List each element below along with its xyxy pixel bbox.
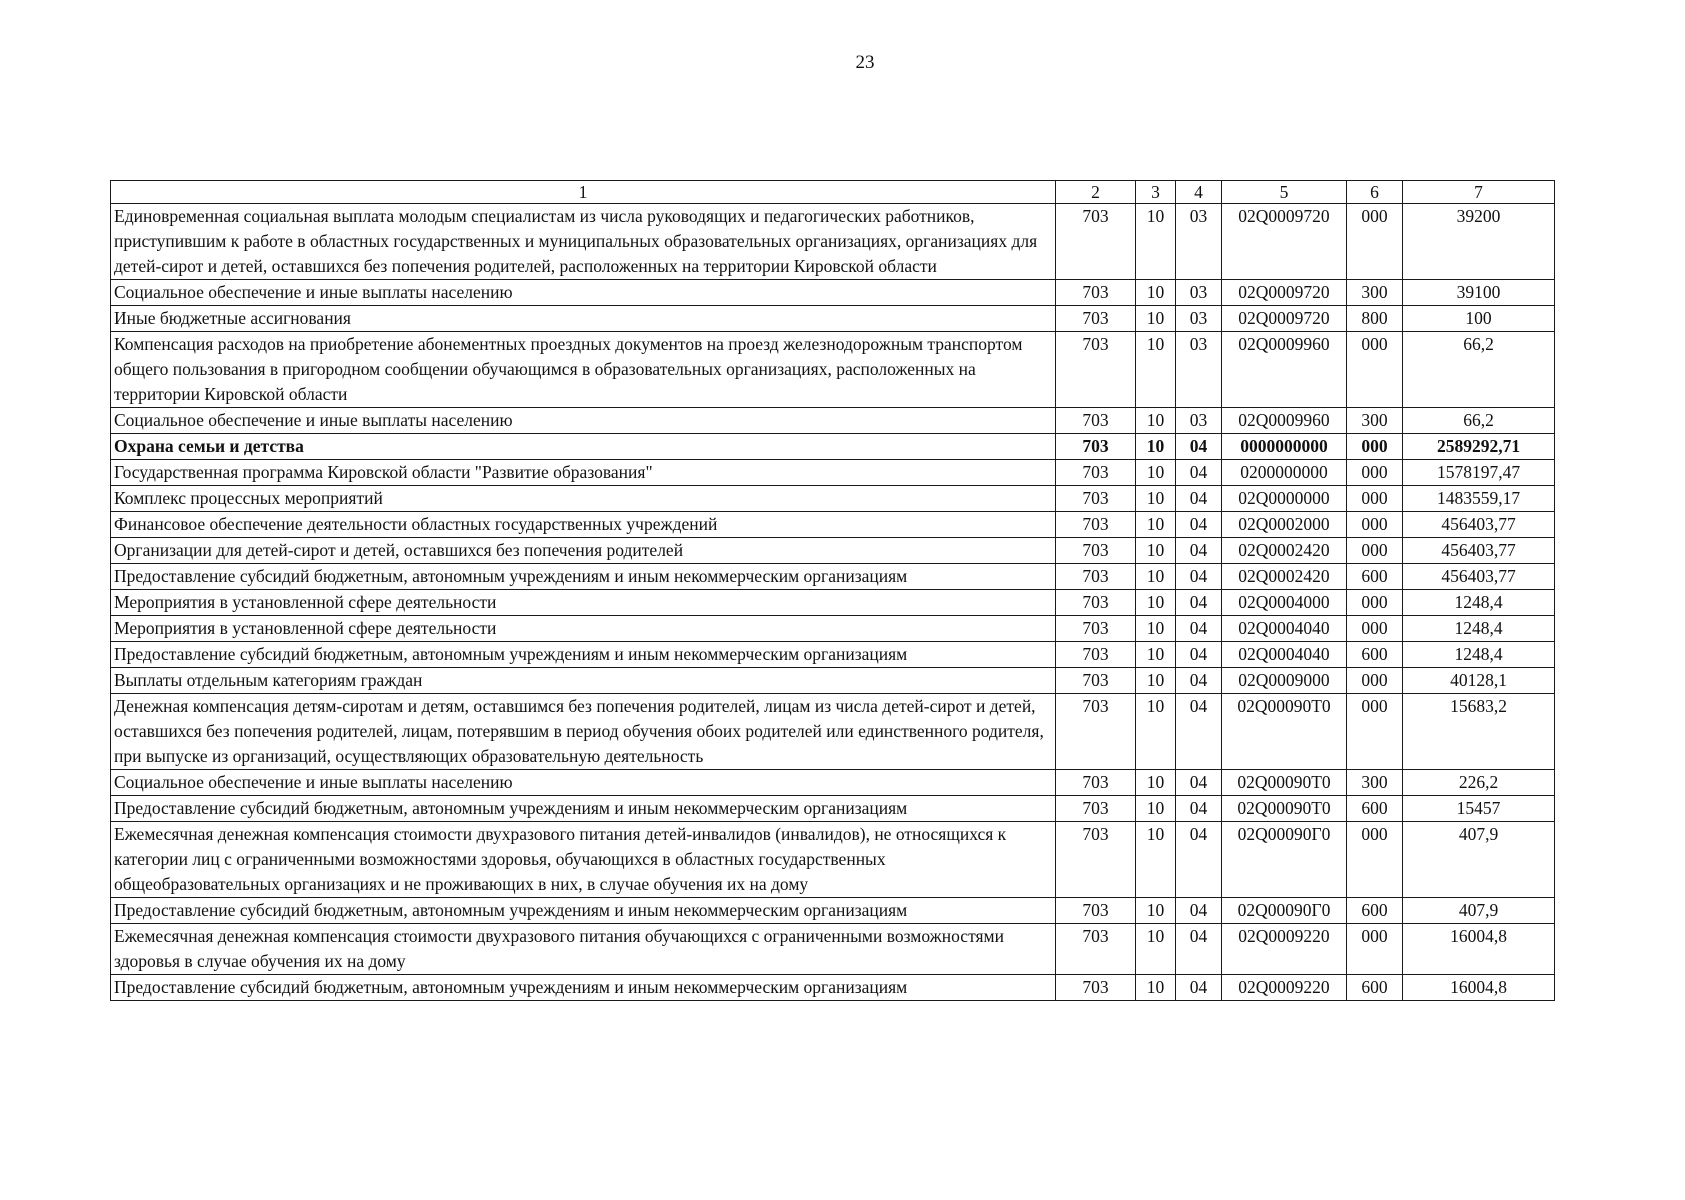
expense-type-cell: 000: [1347, 590, 1403, 616]
table-row: [111, 642, 1555, 668]
item-name-cell: Предоставление субсидий бюджетным, автономным учреждениям и иным некоммерческим организациям: [111, 564, 1056, 590]
section-cell: 10: [1136, 434, 1176, 460]
section-cell: 10: [1136, 616, 1176, 642]
ministry-code-cell: 703: [1056, 590, 1136, 616]
ministry-code-cell: 703: [1056, 538, 1136, 564]
subsection-cell: 04: [1176, 898, 1222, 924]
target-article-cell: 0000000000: [1222, 434, 1347, 460]
table-row: [111, 616, 1555, 642]
amount-cell: 407,9: [1403, 898, 1555, 924]
amount-cell: 456403,77: [1403, 564, 1555, 590]
table-row: [111, 512, 1555, 538]
budget-table: [110, 180, 1555, 1001]
subsection-cell: 04: [1176, 822, 1222, 898]
section-cell: 10: [1136, 642, 1176, 668]
table-row: [111, 486, 1555, 512]
target-article-cell: 02Q0002420: [1222, 538, 1347, 564]
section-cell: 10: [1136, 770, 1176, 796]
item-name-cell: Государственная программа Кировской области "Развитие образования": [111, 460, 1056, 486]
section-cell: 10: [1136, 332, 1176, 408]
amount-cell: 1578197,47: [1403, 460, 1555, 486]
table-row: [111, 280, 1555, 306]
subsection-cell: 04: [1176, 975, 1222, 1001]
ministry-code-cell: 703: [1056, 486, 1136, 512]
table-row: [111, 924, 1555, 975]
target-article-cell: 02Q00090Т0: [1222, 796, 1347, 822]
amount-cell: 226,2: [1403, 770, 1555, 796]
item-name-cell: Иные бюджетные ассигнования: [111, 306, 1056, 332]
amount-cell: 1248,4: [1403, 590, 1555, 616]
table-row: [111, 306, 1555, 332]
ministry-code-cell: 703: [1056, 460, 1136, 486]
ministry-code-cell: 703: [1056, 280, 1136, 306]
subsection-cell: 04: [1176, 564, 1222, 590]
amount-cell: 1483559,17: [1403, 486, 1555, 512]
target-article-cell: 02Q00090Т0: [1222, 694, 1347, 770]
amount-cell: 100: [1403, 306, 1555, 332]
section-cell: 10: [1136, 796, 1176, 822]
subsection-cell: 04: [1176, 590, 1222, 616]
ministry-code-cell: 703: [1056, 898, 1136, 924]
section-cell: 10: [1136, 924, 1176, 975]
target-article-cell: 02Q0009000: [1222, 668, 1347, 694]
subsection-cell: 04: [1176, 512, 1222, 538]
item-name-cell: Выплаты отдельным категориям граждан: [111, 668, 1056, 694]
expense-type-cell: 000: [1347, 616, 1403, 642]
column-header-7: 7: [1403, 181, 1555, 204]
table-row: [111, 822, 1555, 898]
subsection-cell: 04: [1176, 486, 1222, 512]
subsection-cell: 03: [1176, 204, 1222, 280]
section-cell: 10: [1136, 306, 1176, 332]
target-article-cell: 02Q0004040: [1222, 642, 1347, 668]
table-row: [111, 564, 1555, 590]
section-cell: 10: [1136, 694, 1176, 770]
subsection-cell: 04: [1176, 796, 1222, 822]
page-number: 23: [855, 52, 875, 73]
section-cell: 10: [1136, 898, 1176, 924]
ministry-code-cell: 703: [1056, 822, 1136, 898]
expense-type-cell: 300: [1347, 408, 1403, 434]
column-header-3: 3: [1136, 181, 1176, 204]
subsection-cell: 04: [1176, 642, 1222, 668]
subsection-cell: 03: [1176, 332, 1222, 408]
ministry-code-cell: 703: [1056, 796, 1136, 822]
amount-cell: 1248,4: [1403, 642, 1555, 668]
ministry-code-cell: 703: [1056, 924, 1136, 975]
table-row: [111, 694, 1555, 770]
expense-type-cell: 000: [1347, 822, 1403, 898]
table-row: [111, 770, 1555, 796]
subsection-cell: 04: [1176, 460, 1222, 486]
table-row: [111, 408, 1555, 434]
expense-type-cell: 600: [1347, 642, 1403, 668]
item-name-cell: Мероприятия в установленной сфере деятельности: [111, 616, 1056, 642]
item-name-cell: Предоставление субсидий бюджетным, автономным учреждениям и иным некоммерческим организациям: [111, 975, 1056, 1001]
item-name-cell: Ежемесячная денежная компенсация стоимости двухразового питания детей-инвалидов (инвалидов), не относящихся к категории лиц с ограниченными возможностями здоровья, обучающихся в областных государственных общеобразовательных организациях и не проживающих в них, в случае обучения их на дому: [111, 822, 1056, 898]
section-cell: 10: [1136, 204, 1176, 280]
column-header-1: 1: [111, 181, 1056, 204]
table-row: [111, 796, 1555, 822]
expense-type-cell: 000: [1347, 924, 1403, 975]
expense-type-cell: 600: [1347, 898, 1403, 924]
ministry-code-cell: 703: [1056, 668, 1136, 694]
amount-cell: 16004,8: [1403, 924, 1555, 975]
ministry-code-cell: 703: [1056, 204, 1136, 280]
expense-type-cell: 000: [1347, 332, 1403, 408]
subsection-cell: 04: [1176, 694, 1222, 770]
item-name-cell: Социальное обеспечение и иные выплаты населению: [111, 408, 1056, 434]
target-article-cell: 02Q0000000: [1222, 486, 1347, 512]
table-row: [111, 975, 1555, 1001]
target-article-cell: 02Q0009960: [1222, 332, 1347, 408]
target-article-cell: 02Q0009220: [1222, 975, 1347, 1001]
subsection-cell: 04: [1176, 616, 1222, 642]
item-name-cell: Денежная компенсация детям-сиротам и детям, оставшимся без попечения родителей, лицам из числа детей-сирот и детей, оставшихся без попечения родителей, лицам, потерявшим в период обучения обоих родителей или единственного родителя, при выпуске из организаций, осуществляющих образовательную деятельность: [111, 694, 1056, 770]
section-cell: 10: [1136, 280, 1176, 306]
item-name-cell: Организации для детей-сирот и детей, оставшихся без попечения родителей: [111, 538, 1056, 564]
column-header-6: 6: [1347, 181, 1403, 204]
amount-cell: 66,2: [1403, 408, 1555, 434]
amount-cell: 2589292,71: [1403, 434, 1555, 460]
ministry-code-cell: 703: [1056, 564, 1136, 590]
target-article-cell: 02Q00090Г0: [1222, 822, 1347, 898]
subsection-cell: 03: [1176, 408, 1222, 434]
item-name-cell: Финансовое обеспечение деятельности областных государственных учреждений: [111, 512, 1056, 538]
section-cell: 10: [1136, 512, 1176, 538]
amount-cell: 16004,8: [1403, 975, 1555, 1001]
target-article-cell: 02Q0002000: [1222, 512, 1347, 538]
table-row: [111, 668, 1555, 694]
section-cell: 10: [1136, 564, 1176, 590]
ministry-code-cell: 703: [1056, 975, 1136, 1001]
amount-cell: 66,2: [1403, 332, 1555, 408]
ministry-code-cell: 703: [1056, 408, 1136, 434]
subsection-cell: 04: [1176, 924, 1222, 975]
section-cell: 10: [1136, 590, 1176, 616]
column-header-2: 2: [1056, 181, 1136, 204]
section-cell: 10: [1136, 408, 1176, 434]
section-cell: 10: [1136, 460, 1176, 486]
target-article-cell: 02Q0009720: [1222, 280, 1347, 306]
ministry-code-cell: 703: [1056, 434, 1136, 460]
amount-cell: 15683,2: [1403, 694, 1555, 770]
item-name-cell: Предоставление субсидий бюджетным, автономным учреждениям и иным некоммерческим организациям: [111, 898, 1056, 924]
item-name-cell: Комплекс процессных мероприятий: [111, 486, 1056, 512]
subsection-cell: 03: [1176, 306, 1222, 332]
amount-cell: 39200: [1403, 204, 1555, 280]
item-name-cell: Социальное обеспечение и иные выплаты населению: [111, 280, 1056, 306]
expense-type-cell: 600: [1347, 975, 1403, 1001]
item-name-cell: Предоставление субсидий бюджетным, автономным учреждениям и иным некоммерческим организациям: [111, 642, 1056, 668]
ministry-code-cell: 703: [1056, 642, 1136, 668]
table-header-row: [111, 181, 1555, 204]
subsection-cell: 04: [1176, 538, 1222, 564]
expense-type-cell: 300: [1347, 770, 1403, 796]
section-cell: 10: [1136, 822, 1176, 898]
target-article-cell: 02Q0009220: [1222, 924, 1347, 975]
subsection-cell: 03: [1176, 280, 1222, 306]
item-name-cell: Социальное обеспечение и иные выплаты населению: [111, 770, 1056, 796]
subsection-cell: 04: [1176, 770, 1222, 796]
ministry-code-cell: 703: [1056, 694, 1136, 770]
ministry-code-cell: 703: [1056, 306, 1136, 332]
expense-type-cell: 000: [1347, 668, 1403, 694]
table-body: [111, 204, 1555, 1001]
target-article-cell: 02Q0009960: [1222, 408, 1347, 434]
target-article-cell: 02Q0004040: [1222, 616, 1347, 642]
target-article-cell: 02Q0009720: [1222, 204, 1347, 280]
amount-cell: 456403,77: [1403, 512, 1555, 538]
expense-type-cell: 000: [1347, 434, 1403, 460]
ministry-code-cell: 703: [1056, 512, 1136, 538]
expense-type-cell: 000: [1347, 694, 1403, 770]
expense-type-cell: 000: [1347, 538, 1403, 564]
subsection-cell: 04: [1176, 668, 1222, 694]
expense-type-cell: 300: [1347, 280, 1403, 306]
table-row: [111, 332, 1555, 408]
section-cell: 10: [1136, 538, 1176, 564]
section-cell: 10: [1136, 975, 1176, 1001]
column-header-5: 5: [1222, 181, 1347, 204]
ministry-code-cell: 703: [1056, 770, 1136, 796]
expense-type-cell: 000: [1347, 204, 1403, 280]
target-article-cell: 02Q0009720: [1222, 306, 1347, 332]
amount-cell: 15457: [1403, 796, 1555, 822]
table-row: [111, 590, 1555, 616]
expense-type-cell: 000: [1347, 486, 1403, 512]
subsection-cell: 04: [1176, 434, 1222, 460]
amount-cell: 456403,77: [1403, 538, 1555, 564]
target-article-cell: 02Q0002420: [1222, 564, 1347, 590]
table-row: [111, 204, 1555, 280]
expense-type-cell: 000: [1347, 512, 1403, 538]
item-name-cell: Мероприятия в установленной сфере деятельности: [111, 590, 1056, 616]
item-name-cell: Охрана семьи и детства: [111, 434, 1056, 460]
amount-cell: 407,9: [1403, 822, 1555, 898]
target-article-cell: 02Q00090Г0: [1222, 898, 1347, 924]
section-cell: 10: [1136, 668, 1176, 694]
item-name-cell: Единовременная социальная выплата молодым специалистам из числа руководящих и педагогических работников, приступившим к работе в областных государственных и муниципальных образовательных организациях, организациях для детей-сирот и детей, оставшихся без попечения родителей, расположенных на территории Кировской области: [111, 204, 1056, 280]
target-article-cell: 0200000000: [1222, 460, 1347, 486]
table-row: [111, 460, 1555, 486]
target-article-cell: 02Q0004000: [1222, 590, 1347, 616]
column-header-4: 4: [1176, 181, 1222, 204]
amount-cell: 39100: [1403, 280, 1555, 306]
target-article-cell: 02Q00090Т0: [1222, 770, 1347, 796]
amount-cell: 1248,4: [1403, 616, 1555, 642]
expense-type-cell: 600: [1347, 564, 1403, 590]
expense-type-cell: 000: [1347, 460, 1403, 486]
ministry-code-cell: 703: [1056, 616, 1136, 642]
amount-cell: 40128,1: [1403, 668, 1555, 694]
item-name-cell: Компенсация расходов на приобретение абонементных проездных документов на проезд железнодорожным транспортом общего пользования в пригородном сообщении обучающимся в образовательных организациях, расположенных на территории Кировской области: [111, 332, 1056, 408]
table-row: [111, 538, 1555, 564]
expense-type-cell: 600: [1347, 796, 1403, 822]
item-name-cell: Предоставление субсидий бюджетным, автономным учреждениям и иным некоммерческим организациям: [111, 796, 1056, 822]
section-cell: 10: [1136, 486, 1176, 512]
table-row: [111, 898, 1555, 924]
table-row: [111, 434, 1555, 460]
ministry-code-cell: 703: [1056, 332, 1136, 408]
expense-type-cell: 800: [1347, 306, 1403, 332]
item-name-cell: Ежемесячная денежная компенсация стоимости двухразового питания обучающихся с ограниченными возможностями здоровья в случае обучения их на дому: [111, 924, 1056, 975]
